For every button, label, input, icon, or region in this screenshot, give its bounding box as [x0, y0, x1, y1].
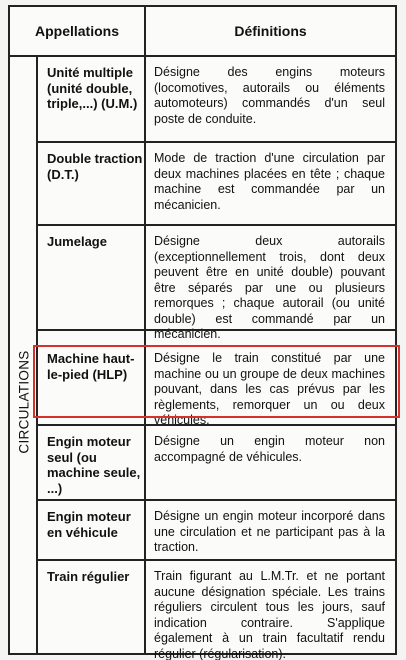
table-row	[38, 57, 395, 141]
row-term: Jumelage	[38, 226, 146, 329]
table-header	[10, 7, 395, 57]
table-row	[38, 224, 395, 341]
header-appellations: Appellations	[10, 7, 146, 55]
table-row	[38, 499, 395, 559]
row-term: Unité multiple (unité double, triple,...) (U.M.)	[38, 57, 146, 141]
category-label: CIRCULATIONS	[16, 350, 32, 454]
row-definition: Mode de traction d'une circulation par deux machines placées en tête ; chaque machine est commandée par un mécanicien.	[154, 151, 385, 212]
row-definition: Désigne le train constitué par une machine ou un groupe de deux machines pouvant, dans les cas prévus par les règlements, remorquer un ou deux véhicules.	[154, 351, 385, 427]
row-definition: Désigne des engins moteurs (locomotives, autorails ou éléments automoteurs) commandés d'un seul poste de conduite.	[154, 65, 385, 126]
row-definition: Train figurant au L.M.Tr. et ne portant aucune désignation spéciale. Les trains réguliers circulent tous les jours, sauf indication contraire. S'applique également à un train facultatif rendu régulier (régularisation).	[154, 569, 385, 660]
table-row	[38, 424, 395, 499]
header-definitions: Définitions	[234, 23, 307, 39]
row-term: Train régulier	[38, 561, 146, 653]
table-row	[38, 559, 395, 660]
table-row	[38, 141, 395, 224]
table-row	[38, 329, 395, 427]
definitions-table	[8, 5, 397, 660]
row-term: Machine haut-le-pied (HLP)	[38, 331, 146, 424]
row-term: Engin moteur en véhicule	[38, 501, 146, 559]
row-term: Engin moteur seul (ou machine seule, ...)	[38, 426, 146, 499]
row-term: Double traction (D.T.)	[38, 143, 146, 224]
row-definition: Désigne un engin moteur incorporé dans une circulation et ne participant pas à la traction.	[154, 509, 385, 554]
row-definition: Désigne un engin moteur non accompagné de véhicules.	[154, 434, 385, 464]
category-column	[10, 57, 38, 653]
row-definition: Désigne deux autorails (exceptionnellement trois, dont deux peuvent être en unité double) pouvant être séparés par une ou plusieurs remorques ; chaque autorail (ou unité double) est commandé par un mécanicien.	[154, 234, 385, 341]
